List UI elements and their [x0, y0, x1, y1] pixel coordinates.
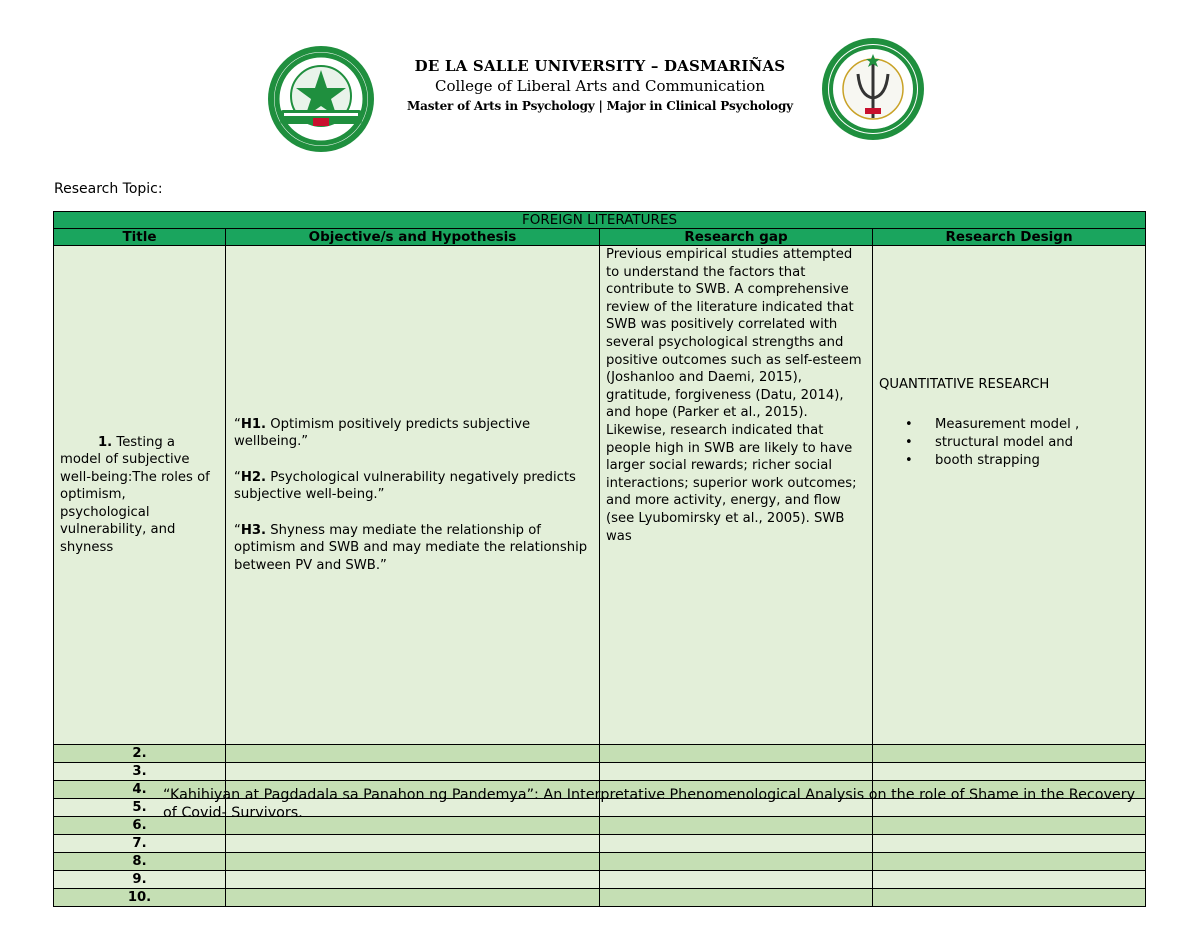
row-number: 7. — [54, 835, 226, 853]
table-row — [54, 871, 1146, 889]
psychology-department-seal-icon — [820, 36, 926, 142]
column-header-title: Title — [54, 229, 226, 246]
design-item-structural: • structural model and — [935, 434, 1139, 452]
empty-cell[interactable] — [873, 853, 1146, 871]
table-row — [54, 835, 1146, 853]
hypothesis-1-text: Optimism positively predicts subjective wellbeing.” — [234, 416, 531, 450]
design-item-measurement: • Measurement model , — [935, 416, 1139, 434]
footer-note: “Kahihiyan at Pagdadala sa Panahon ng Pandemya”: An Interpretative Phenomenological Analysis on the role of Shame in the Recovery of Covid- Survivors. — [163, 787, 1136, 821]
design-item-bootstrapping: • booth strapping — [935, 452, 1139, 470]
entry-research-gap: Previous empirical studies attempted to understand the factors that contribute to SWB. A comprehensive review of the literature indicated that SWB was positively correlated with several psychological strengths and positive outcomes such as self-esteem (Joshanloo and Daemi, 2015), gratitude, forgiveness (Datu, 2014), and hope (Parker et al., 2015). Likewise, research indicated that people high in SWB are likely to have larger social rewards; richer social interactions; superior work outcomes; and more activity, energy, and flow (see Lyubomirsky et al., 2005). SWB was — [600, 246, 873, 745]
hypothesis-3-text: Shyness may mediate the relationship of optimism and SWB and may mediate the relationship between PV and SWB.” — [234, 522, 588, 573]
table-row — [54, 745, 1146, 763]
row-number: 6. — [54, 817, 226, 835]
row-number: 8. — [54, 853, 226, 871]
entry-title-text: Testing a model of subjective well-being:The roles of optimism, psychological vulnerability, and shyness — [60, 434, 210, 555]
college-name: College of Liberal Arts and Communication — [435, 77, 765, 95]
table-title-row — [54, 212, 1146, 229]
empty-cell[interactable] — [600, 763, 873, 781]
empty-cell[interactable] — [226, 853, 600, 871]
hypothesis-2-text: Psychological vulnerability negatively predicts subjective well-being.” — [234, 469, 576, 503]
hypothesis-3: “H3. Shyness may mediate the relationship of optimism and SWB and may mediate the relationship between PV and SWB.” — [234, 522, 588, 573]
document-header — [0, 0, 1200, 150]
empty-cell[interactable] — [873, 835, 1146, 853]
entry-title-cell — [54, 246, 226, 745]
hypothesis-1: “H1. Optimism positively predicts subjective wellbeing.” — [234, 416, 531, 450]
empty-cell[interactable] — [873, 871, 1146, 889]
row-number: 10. — [54, 889, 226, 907]
table-row — [54, 889, 1146, 907]
entry-research-design-cell — [873, 246, 1146, 745]
table-row — [54, 246, 1146, 745]
empty-cell[interactable] — [226, 889, 600, 907]
design-heading: QUANTITATIVE RESEARCH — [879, 377, 1050, 392]
program-name: Master of Arts in Psychology | Major in Clinical Psychology — [407, 99, 793, 113]
empty-cell[interactable] — [226, 835, 600, 853]
column-header-research-gap: Research gap — [600, 229, 873, 246]
row-number: 9. — [54, 871, 226, 889]
empty-cell[interactable] — [873, 763, 1146, 781]
empty-cell[interactable] — [600, 835, 873, 853]
empty-cell[interactable] — [600, 871, 873, 889]
empty-cell[interactable] — [873, 889, 1146, 907]
research-topic-label: Research Topic: — [54, 181, 163, 197]
university-header-text — [380, 56, 820, 116]
row-number: 4. — [54, 781, 226, 799]
empty-cell[interactable] — [226, 871, 600, 889]
empty-cell[interactable] — [600, 853, 873, 871]
design-list — [879, 416, 1139, 470]
hypothesis-2-label: H2. — [240, 469, 267, 485]
table-row — [54, 853, 1146, 871]
table-row — [54, 763, 1146, 781]
column-header-row — [54, 229, 1146, 246]
entry-title — [60, 434, 217, 557]
empty-cell[interactable] — [873, 745, 1146, 763]
university-name: DE LA SALLE UNIVERSITY – DASMARIÑAS — [414, 57, 786, 75]
entry-hypotheses-cell — [226, 246, 600, 745]
empty-cell[interactable] — [226, 745, 600, 763]
row-number: 5. — [54, 799, 226, 817]
column-header-objectives: Objective/s and Hypothesis — [226, 229, 600, 246]
hypothesis-2: “H2. Psychological vulnerability negatively predicts subjective well-being.” — [234, 469, 576, 503]
row-number: 2. — [54, 745, 226, 763]
hypothesis-3-label: H3. — [240, 522, 267, 538]
hypothesis-1-label: H1. — [240, 416, 267, 432]
row-number: 3. — [54, 763, 226, 781]
dlsud-seal-icon — [266, 44, 376, 154]
empty-cell[interactable] — [226, 763, 600, 781]
table-title: FOREIGN LITERATURES — [54, 212, 1146, 229]
empty-cell[interactable] — [600, 889, 873, 907]
empty-cell[interactable] — [600, 745, 873, 763]
entry-number: 1. — [98, 434, 113, 450]
column-header-research-design: Research Design — [873, 229, 1146, 246]
